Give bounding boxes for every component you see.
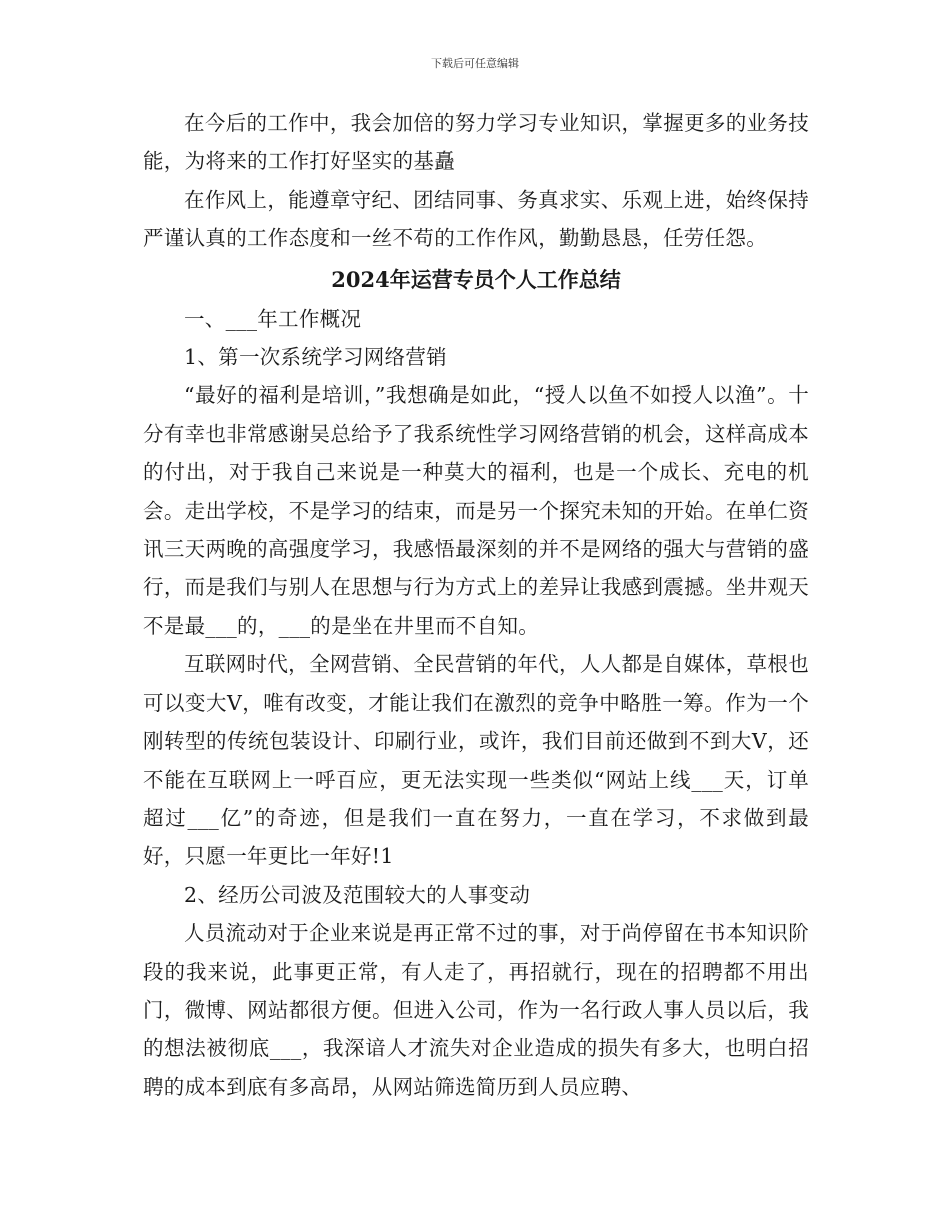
paragraph: 互联网时代，全网营销、全民营销的年代，人人都是自媒体，草根也可以变大V，唯有改变，才能让我们在激烈的竞争中略胜一筹。作为一个刚转型的传统包装设计、印刷行业，或许，我们目前还做到不到大V，还不能在互联网上一呼百应，更无法实现一些类似“网站上线___天，订单超过___亿”的奇迹，但是我们一直在努力，一直在学习，不求做到最好，只愿一年更比一年好!1 [143,652,809,869]
paragraph: 在作风上，能遵章守纪、团结同事、务真求实、乐观上进，始终保持严谨认真的工作态度和一丝不苟的工作作风，勤勤恳恳，任劳任怨。 [143,187,809,251]
section-heading: 一、___年工作概况 [184,306,362,331]
document-body [143,104,809,1106]
subsection-heading: 2、经历公司波及范围较大的人事变动 [184,882,531,907]
document-title: 2024年运营专员个人工作总结 [331,266,621,292]
page-header-note: 下载后可任意编辑 [431,57,519,70]
paragraph: 人员流动对于企业来说是再正常不过的事，对于尚停留在书本知识阶段的我来说，此事更正常，有人走了，再招就行，现在的招聘都不用出门，微博、网站都很方便。但进入公司，作为一名行政人事人员以后，我的想法被彻底___，我深谙人才流失对企业造成的损失有多大，也明白招聘的成本到底有多高昂，从网站筛选简历到人员应聘、 [143,921,809,1099]
paragraph: “最好的福利是培训，”我想确是如此，“授人以鱼不如授人以渔”。十分有幸也非常感谢吴总给予了我系统性学习网络营销的机会，这样高成本的付出，对于我自己来说是一种莫大的福利，也是一个成长、充电的机会。走出学校，不是学习的结束，而是另一个探究未知的开始。在单仁资讯三天两晚的高强度学习，我感悟最深刻的并不是网络的强大与营销的盛行，而是我们与别人在思想与行为方式上的差异让我感到震撼。坐井观天不是最___的，___的是坐在井里而不自知。 [143,383,809,638]
paragraph: 在今后的工作中，我会加倍的努力学习专业知识，掌握更多的业务技能，为将来的工作打好坚实的基矗 [143,111,809,174]
subsection-heading: 1、第一次系统学习网络营销 [184,345,447,370]
